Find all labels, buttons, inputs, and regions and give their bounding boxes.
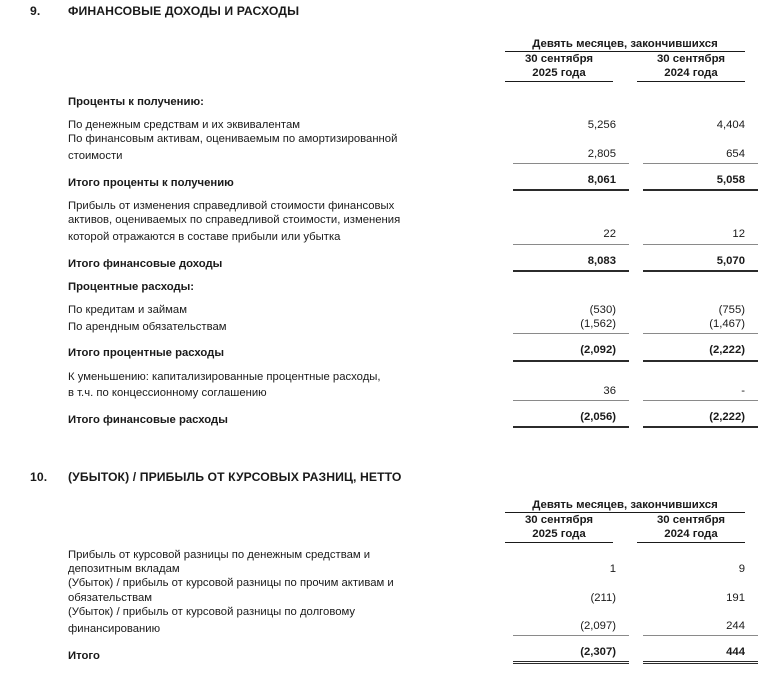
table-row: [0, 147, 758, 164]
row-label-continuation: в т.ч. по концессионному соглашению: [68, 387, 267, 400]
row-gap: [629, 294, 643, 317]
row-gap: [629, 576, 643, 590]
row-value-2025: 8,061: [513, 163, 629, 190]
note-9-col1-line1: 30 сентября: [524, 53, 594, 65]
row-value-2025: [513, 271, 629, 294]
row-value-placeholder: [643, 213, 758, 227]
row-value-2024: (2,222): [643, 334, 758, 361]
row-gap: [629, 334, 643, 361]
row-label-continuation: депозитным вкладам: [68, 563, 180, 576]
row-gap: [629, 548, 643, 562]
table-row: [0, 548, 758, 562]
row-value-2024: [643, 95, 758, 109]
row-gap: [629, 227, 643, 244]
row-label: Прибыль от курсовой разницы по денежным средствам и: [68, 549, 371, 561]
row-value-2024: 4,404: [716, 119, 745, 132]
row-value-2024: 444: [643, 636, 758, 663]
row-value-2025: (2,092): [513, 334, 629, 361]
row-value-2025: (211): [590, 591, 616, 604]
row-label-continuation: активов, оцениваемых по справедливой стоимости, изменения: [68, 214, 401, 227]
note-10-heading: [0, 470, 758, 484]
row-value-placeholder: [643, 361, 758, 384]
note-10-title: (УБЫТОК) / ПРИБЫЛЬ ОТ КУРСОВЫХ РАЗНИЦ, НЕТТО: [68, 470, 402, 484]
note-9-column-2-header: [637, 53, 745, 82]
row-label-continuation: обязательствам: [68, 591, 153, 604]
row-label: По кредитам и займам: [68, 304, 187, 317]
note-9-period-span-label: Девять месяцев, закончившихся: [505, 38, 745, 52]
table-row-total: [0, 244, 758, 271]
row-label: Итого процентные расходы: [68, 347, 224, 360]
note-9-number: 9.: [30, 4, 41, 18]
note-10-col2-line1: 30 сентября: [656, 514, 726, 526]
row-value-2024: 5,058: [643, 163, 758, 190]
row-label: Проценты к получению:: [68, 96, 204, 108]
row-label: К уменьшению: капитализированные процентные расходы,: [68, 370, 381, 383]
row-label: Итого финансовые расходы: [68, 414, 228, 427]
note-10-table-block: [0, 548, 758, 664]
row-value-2024: 654: [643, 147, 758, 164]
table-row-total: [0, 163, 758, 190]
row-value-2024: [643, 271, 758, 294]
note-9-title: ФИНАНСОВЫЕ ДОХОДЫ И РАСХОДЫ: [68, 4, 300, 18]
note-9-col2-line1: 30 сентября: [656, 53, 726, 65]
table-row-total: [0, 334, 758, 361]
row-label: По арендным обязательствам: [68, 320, 227, 333]
row-value-2025: 36: [513, 384, 629, 401]
row-value-2024: 9: [738, 563, 745, 576]
table-row: [0, 361, 758, 384]
note-10-col2-line2: 2024 года: [637, 528, 745, 544]
note-9-col2-line2: 2024 года: [637, 67, 745, 83]
table-row: [0, 213, 758, 227]
row-value-2024: 244: [643, 619, 758, 636]
note-10-number: 10.: [30, 470, 48, 484]
table-row: [0, 317, 758, 334]
row-label: По финансовым активам, оцениваемым по амортизированной: [68, 133, 398, 146]
row-value-placeholder: [513, 361, 629, 384]
note-9-column-1-header: [505, 53, 613, 82]
row-gap: [629, 271, 643, 294]
row-value-2024: (755): [718, 304, 745, 317]
note-10-column-1-header: [505, 514, 613, 543]
row-value-2025: 5,256: [587, 119, 616, 132]
row-gap: [629, 384, 643, 401]
row-label: По денежным средствам и их эквивалентам: [68, 119, 301, 132]
table-row: [0, 619, 758, 636]
row-label-continuation: которой отражаются в составе прибыли или убытка: [68, 230, 341, 243]
note-10-period-span-label: Девять месяцев, закончившихся: [505, 499, 745, 513]
row-value-placeholder: [643, 576, 758, 590]
row-gap: [629, 636, 643, 663]
row-value-2025: (2,097): [513, 619, 629, 636]
row-gap: [629, 401, 643, 428]
row-gap: [629, 591, 643, 605]
row-gap: [629, 605, 643, 619]
row-label: Итого проценты к получению: [68, 176, 234, 189]
row-value-placeholder: [643, 548, 758, 562]
row-label: Итого: [68, 649, 100, 662]
note-9-table: [0, 95, 758, 428]
row-value-placeholder: [513, 548, 629, 562]
table-row: [0, 384, 758, 401]
row-gap: [629, 619, 643, 636]
row-value-2024: 12: [643, 227, 758, 244]
note-9-col1-line2: 2025 года: [505, 67, 613, 83]
table-row: [0, 294, 758, 317]
table-row: [0, 605, 758, 619]
row-value-placeholder: [513, 190, 629, 213]
table-row: [0, 95, 758, 109]
row-value-2025: 1: [609, 563, 616, 576]
row-gap: [629, 163, 643, 190]
row-gap: [629, 95, 643, 109]
row-value-2024: 5,070: [643, 244, 758, 271]
table-row: [0, 562, 758, 576]
row-gap: [629, 213, 643, 227]
row-value-2025: (1,562): [513, 317, 629, 334]
row-value-placeholder: [513, 213, 629, 227]
row-value-placeholder: [643, 190, 758, 213]
row-value-2025: (530): [589, 304, 616, 317]
row-value-2025: 2,805: [513, 147, 629, 164]
row-value-2024: (1,467): [643, 317, 758, 334]
row-value-placeholder: [643, 605, 758, 619]
row-gap: [629, 361, 643, 384]
row-value-2025: (2,307): [513, 636, 629, 663]
note-9-heading-block: [0, 4, 758, 18]
row-value-placeholder: [643, 132, 758, 146]
row-value-2025: (2,056): [513, 401, 629, 428]
note-9-table-block: [0, 95, 758, 428]
row-value-placeholder: [513, 605, 629, 619]
row-value-2025: [513, 95, 629, 109]
row-gap: [629, 562, 643, 576]
table-row: [0, 591, 758, 605]
row-value-2024: 191: [726, 591, 745, 604]
note-10-column-2-header: [637, 514, 745, 543]
row-label-continuation: финансированию: [68, 622, 161, 635]
row-label: Прибыль от изменения справедливой стоимости финансовых: [68, 200, 395, 213]
row-label: (Убыток) / прибыль от курсовой разницы по долговому: [68, 605, 356, 618]
note-10-col1-line2: 2025 года: [505, 528, 613, 544]
row-gap: [629, 132, 643, 146]
table-row: [0, 132, 758, 146]
table-row-total: [0, 636, 758, 663]
row-gap: [629, 317, 643, 334]
row-gap: [629, 147, 643, 164]
note-10-table: [0, 548, 758, 664]
row-label-continuation: стоимости: [68, 150, 123, 163]
row-gap: [629, 109, 643, 132]
row-label: Процентные расходы:: [68, 280, 195, 293]
row-gap: [629, 244, 643, 271]
row-label: Итого финансовые доходы: [68, 257, 223, 270]
row-value-2025: 22: [513, 227, 629, 244]
note-10-col1-line1: 30 сентября: [524, 514, 594, 526]
row-label: (Убыток) / прибыль от курсовой разницы по прочим активам и: [68, 577, 394, 590]
row-value-placeholder: [513, 132, 629, 146]
table-row-total: [0, 401, 758, 428]
table-row: [0, 227, 758, 244]
table-row: [0, 190, 758, 213]
table-row: [0, 576, 758, 590]
table-row: [0, 109, 758, 132]
row-value-2025: 8,083: [513, 244, 629, 271]
row-value-placeholder: [513, 576, 629, 590]
note-9-heading: [0, 4, 758, 18]
row-value-2024: (2,222): [643, 401, 758, 428]
note-10-heading-block: [0, 470, 758, 484]
row-value-2024: -: [643, 384, 758, 401]
row-gap: [629, 190, 643, 213]
table-row: [0, 271, 758, 294]
